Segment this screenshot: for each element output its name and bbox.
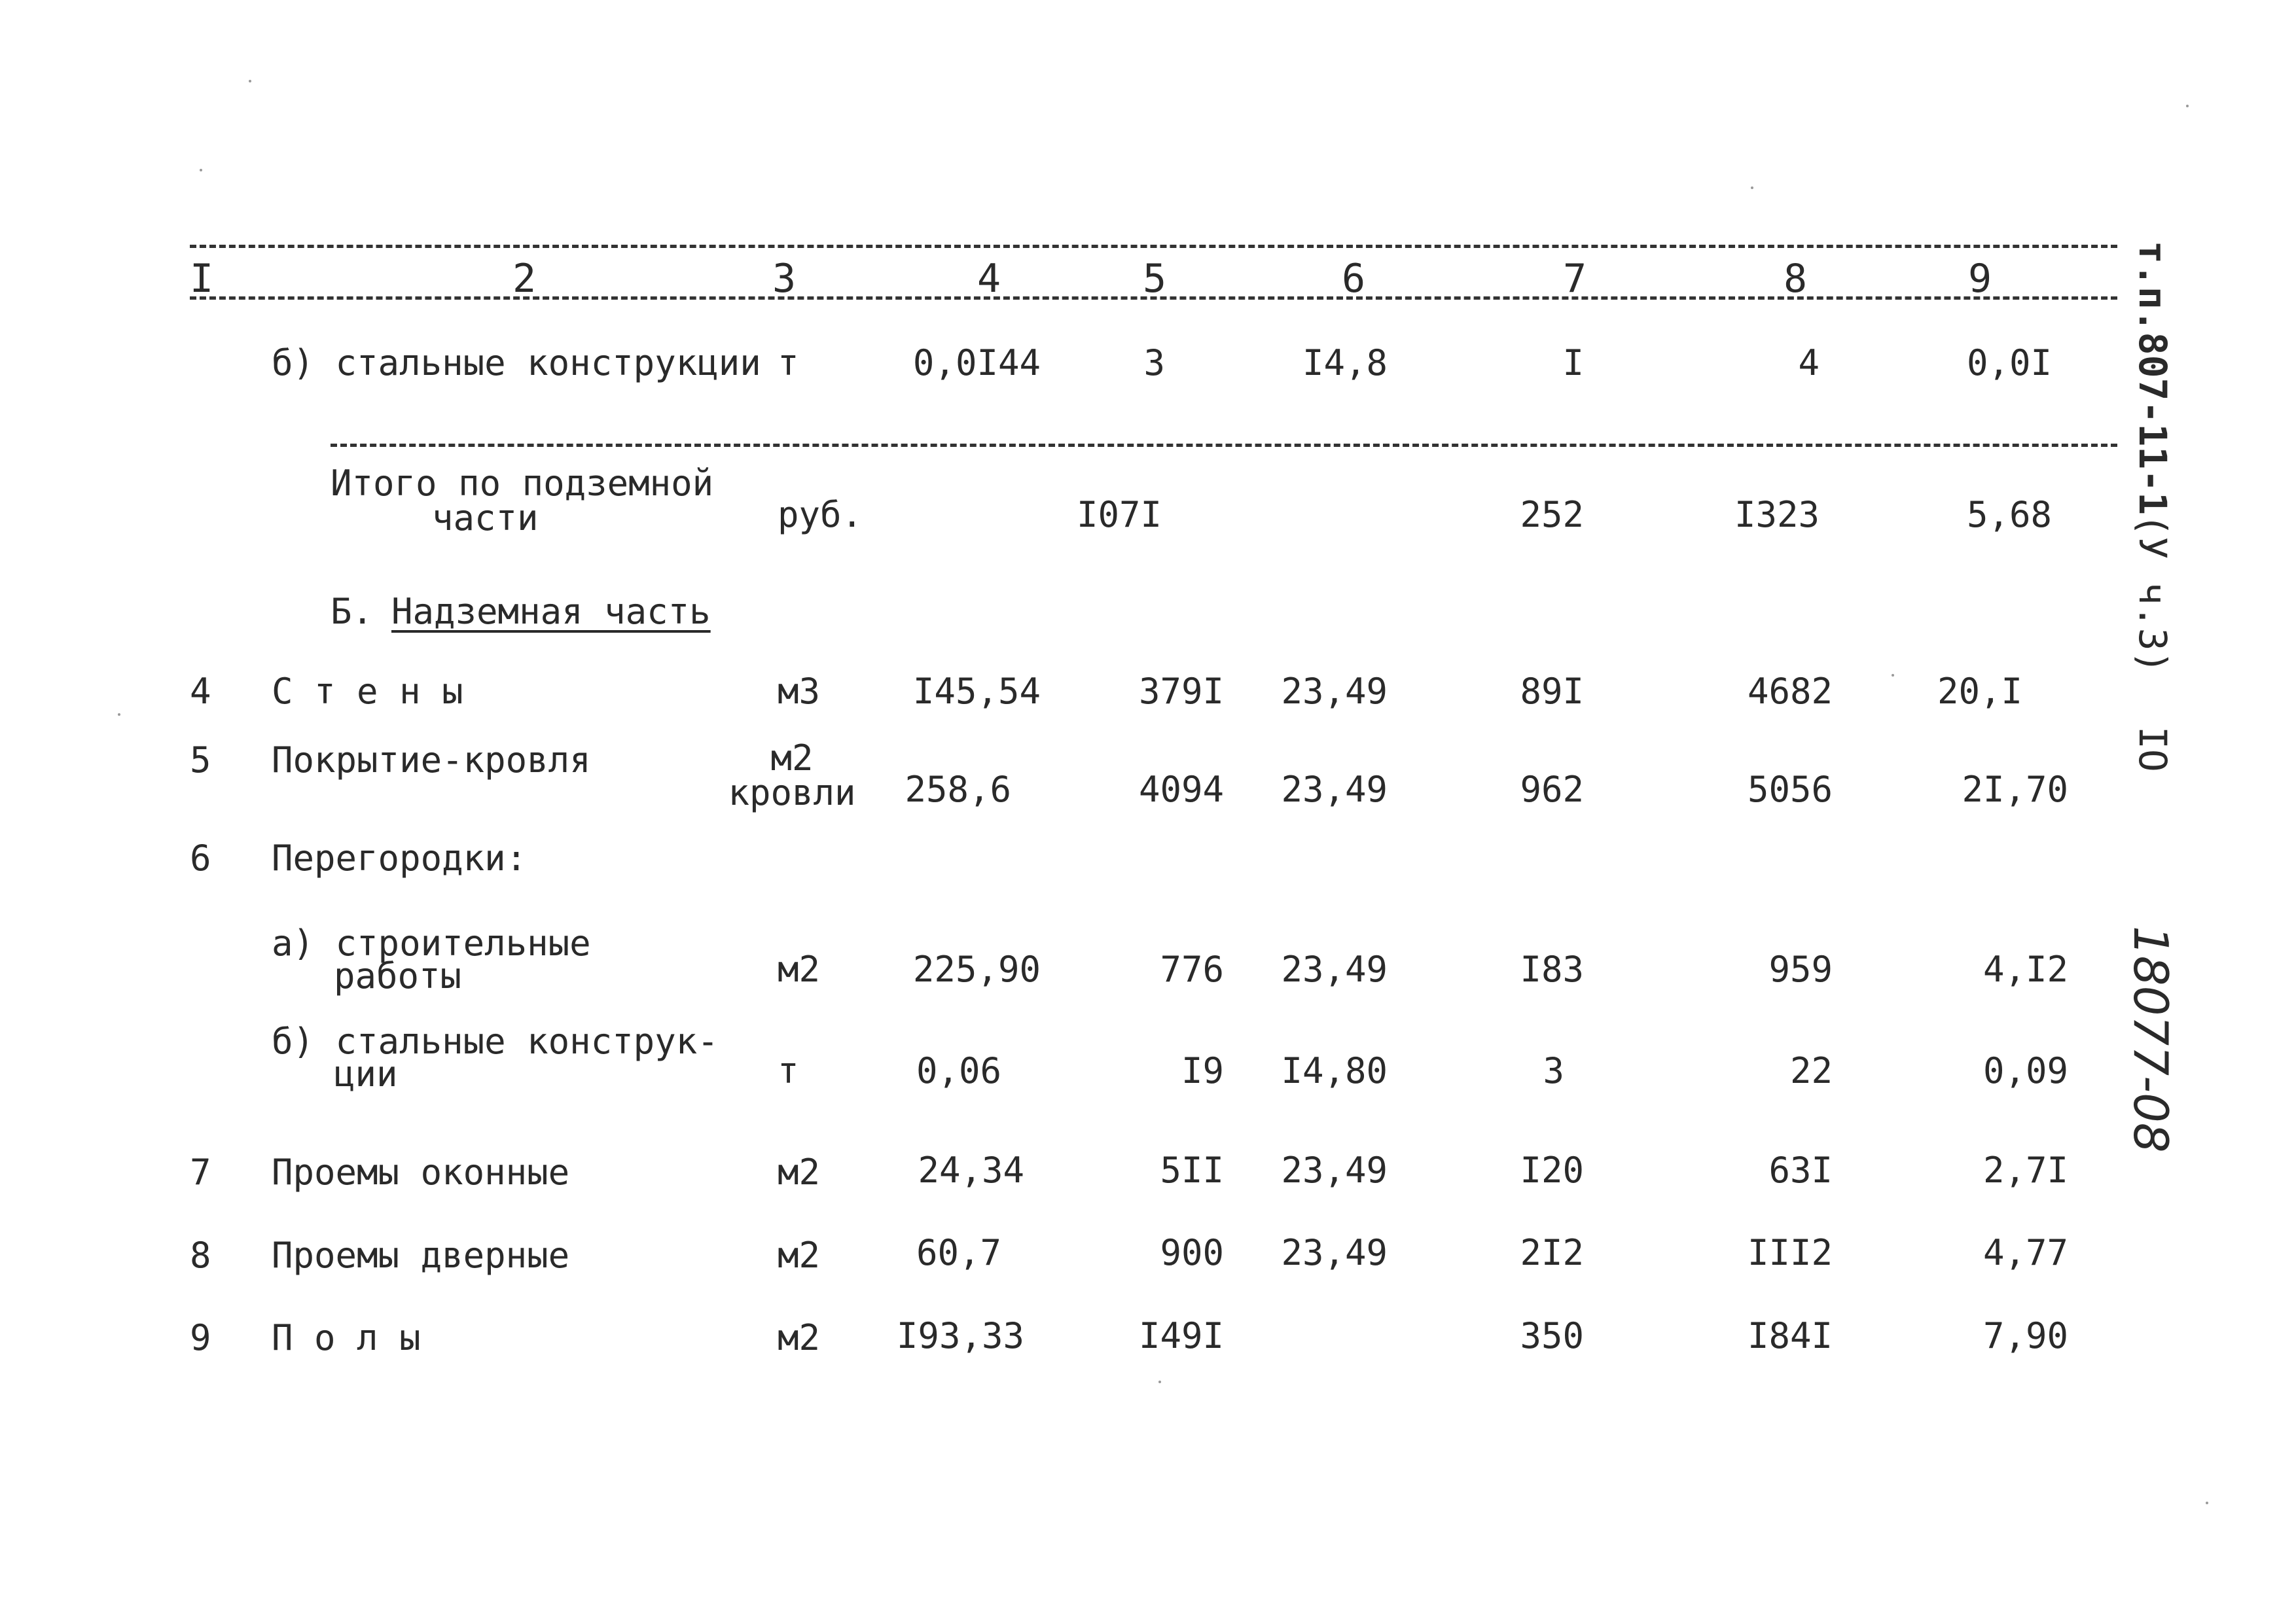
doc-code-stamp: т.п.807-11-1 (2130, 241, 2175, 516)
row-c7: I20 (1520, 1150, 1584, 1191)
col-header-3: 3 (772, 256, 797, 302)
row-c7: 3 (1543, 1050, 1564, 1091)
total-c8: I323 (1734, 494, 1820, 535)
row-c4: 225,90 (912, 949, 1041, 990)
row-unit: м3 (778, 671, 821, 712)
col-header-1: I (190, 256, 214, 302)
col-header-4: 4 (977, 256, 1001, 302)
row-unit: т (778, 1050, 799, 1091)
row-c6: 23,49 (1281, 671, 1388, 712)
total-label-line2: части (432, 497, 539, 538)
row-c6: 23,49 (1281, 769, 1388, 810)
row-c7: I (1562, 342, 1584, 383)
row-c5: 4094 (1138, 769, 1224, 810)
header-top-rule (190, 245, 2117, 248)
row-c5: 5II (1160, 1150, 1224, 1191)
scan-speck (1892, 674, 1894, 677)
row-name-line2: ции (334, 1053, 398, 1095)
row-c9: 2,7I (1982, 1150, 2068, 1191)
row-number: 8 (190, 1235, 211, 1276)
row-c7: 2I2 (1520, 1232, 1584, 1273)
row-unit: м2 (778, 1235, 821, 1276)
total-c5: I07I (1076, 494, 1162, 535)
row-c8: 959 (1768, 949, 1833, 990)
row-c5: 379I (1138, 671, 1224, 712)
row-name: Проемы дверные (272, 1235, 570, 1276)
row-name-line2: работы (334, 955, 462, 997)
page-number: IO (2130, 726, 2175, 772)
row-c5: 776 (1160, 949, 1224, 990)
row-name-line1: а) строительные (272, 923, 591, 964)
total-c9: 5,68 (1966, 494, 2052, 535)
scan-speck (1751, 186, 1753, 189)
row-unit: м2 (778, 1317, 821, 1358)
row-c5: 3 (1143, 342, 1165, 383)
row-c7: 89I (1520, 671, 1584, 712)
row-c4: 0,06 (916, 1050, 1001, 1091)
total-c7: 252 (1520, 494, 1584, 535)
row-c6: 23,49 (1281, 1150, 1388, 1191)
row-c7: 350 (1520, 1315, 1584, 1356)
row-c6: 23,49 (1281, 949, 1388, 990)
row-c8: I84I (1747, 1315, 1833, 1356)
scan-speck (200, 169, 202, 171)
col-header-5: 5 (1143, 256, 1167, 302)
row-c4: I93,33 (896, 1315, 1024, 1356)
subtotal-rule (331, 444, 2117, 447)
row-c9: 2I,70 (1962, 769, 2068, 810)
row-unit: т (778, 342, 799, 383)
row-number: 5 (190, 739, 211, 781)
row-c6: I4,8 (1302, 342, 1388, 383)
row-c9: 4,77 (1982, 1232, 2068, 1273)
section-title: Надземная часть (391, 591, 711, 632)
row-name: б) стальные конструкции (272, 342, 761, 383)
row-name: Покрытие-кровля (272, 739, 591, 781)
col-header-7: 7 (1563, 256, 1587, 302)
row-c7: I83 (1520, 949, 1584, 990)
row-number: 6 (190, 838, 211, 879)
row-c5: I9 (1181, 1050, 1224, 1091)
section-prefix: Б. (331, 591, 374, 632)
row-c4: I45,54 (912, 671, 1041, 712)
row-c9: 0,0I (1966, 342, 2052, 383)
row-c8: 4682 (1747, 671, 1833, 712)
doc-number-stamp: 18077-08 (2123, 926, 2178, 1153)
row-c9: 0,09 (1982, 1050, 2068, 1091)
scan-speck (2186, 105, 2189, 107)
row-c8: 5056 (1747, 769, 1833, 810)
total-unit: руб. (778, 494, 863, 535)
scan-speck (1158, 1381, 1161, 1383)
row-c8: 4 (1798, 342, 1820, 383)
row-name-line1: б) стальные конструк- (272, 1021, 719, 1062)
row-c4: 24,34 (918, 1150, 1024, 1191)
col-header-2: 2 (512, 256, 537, 302)
row-c7: 962 (1520, 769, 1584, 810)
row-c6: I4,80 (1281, 1050, 1388, 1091)
row-c9: 7,90 (1982, 1315, 2068, 1356)
row-c8: 63I (1768, 1150, 1833, 1191)
total-label-line1: Итого по подземной (331, 463, 714, 504)
row-name: Проемы оконные (272, 1152, 570, 1193)
col-header-8: 8 (1784, 256, 1808, 302)
row-unit: м2 (778, 1152, 821, 1193)
volume-stamp: (У ч.3) (2130, 514, 2175, 674)
scan-speck (249, 80, 251, 82)
row-number: 9 (190, 1317, 211, 1358)
row-c5: 900 (1160, 1232, 1224, 1273)
col-header-6: 6 (1342, 256, 1366, 302)
row-c8: III2 (1747, 1232, 1833, 1273)
row-c4: 0,0I44 (912, 342, 1041, 383)
row-c5: I49I (1138, 1315, 1224, 1356)
row-c4: 60,7 (916, 1232, 1001, 1273)
row-c4: 258,6 (905, 769, 1011, 810)
row-unit-line1: м2 (770, 737, 814, 779)
row-number: 4 (190, 671, 211, 712)
row-number: 7 (190, 1152, 211, 1193)
row-c6: 23,49 (1281, 1232, 1388, 1273)
scan-speck (2206, 1502, 2208, 1504)
row-c8: 22 (1789, 1050, 1833, 1091)
col-header-9: 9 (1968, 256, 1992, 302)
row-name: Перегородки: (272, 838, 528, 879)
row-unit-line2: кровли (728, 772, 856, 813)
row-c9: 20,I (1937, 671, 2023, 712)
row-name: П о л ы (272, 1317, 421, 1358)
scan-speck (118, 713, 120, 716)
row-unit: м2 (778, 949, 821, 990)
row-c9: 4,I2 (1982, 949, 2068, 990)
row-name: С т е н ы (272, 671, 463, 712)
